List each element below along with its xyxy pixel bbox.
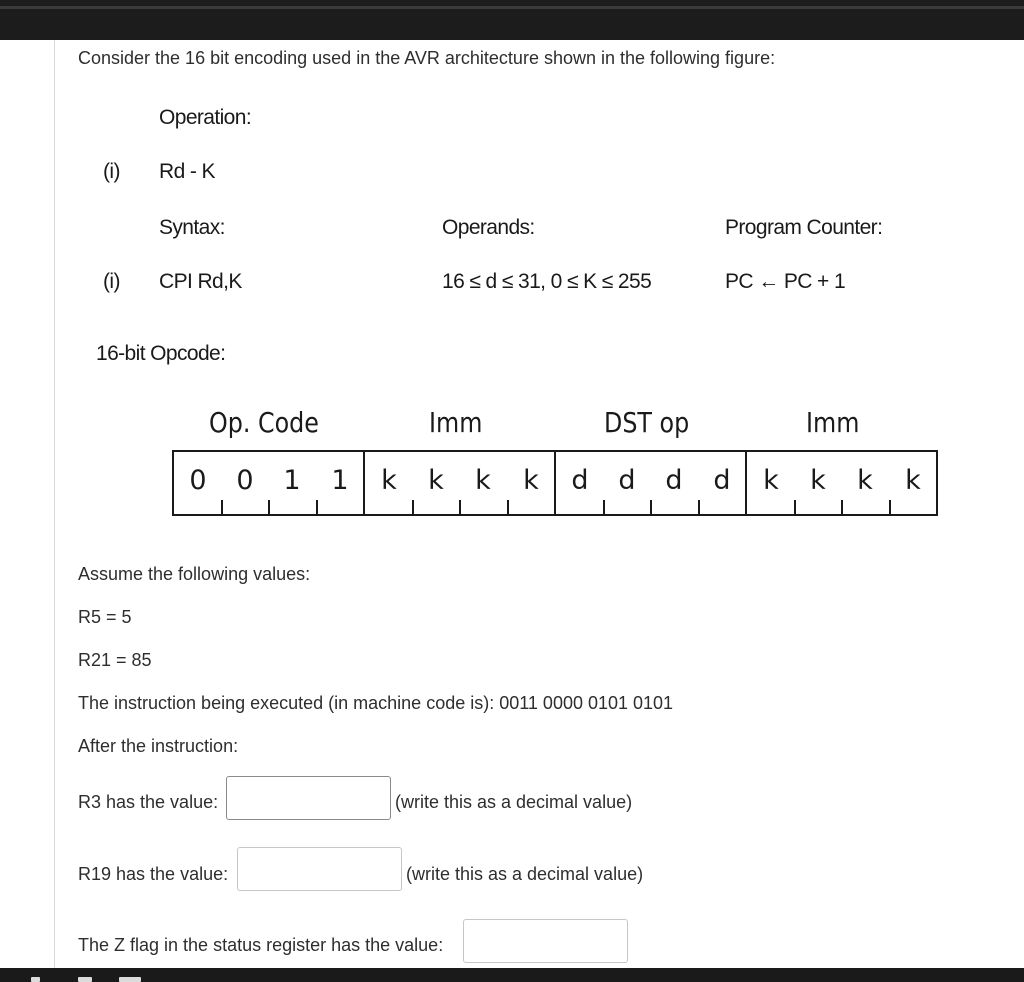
imm-low-bit-1: k <box>857 465 873 496</box>
imm-high-bit-9: k <box>475 465 491 496</box>
bit-tick <box>268 500 270 514</box>
syntax-label: Syntax: <box>159 216 225 239</box>
r19-answer-input[interactable] <box>238 848 401 890</box>
question-intro: Consider the 16 bit encoding used in the AVR architecture shown in the following figure: <box>78 48 776 68</box>
bottom-bar <box>0 968 1024 982</box>
field-header-imm-high: Imm <box>429 406 483 439</box>
program-counter-value: PC ← PC + 1 <box>725 270 846 293</box>
bit-tick <box>889 500 891 514</box>
r3-answer-input[interactable] <box>227 777 390 819</box>
bit-tick <box>603 500 605 514</box>
dst-bit-7: d <box>571 465 589 496</box>
bit-tick <box>459 500 461 514</box>
taskbar-icon <box>78 977 92 982</box>
taskbar-icon <box>119 977 141 982</box>
z-flag-answer-input[interactable] <box>464 920 627 962</box>
operands-value: 16 ≤ d ≤ 31, 0 ≤ K ≤ 255 <box>442 270 652 293</box>
field-header-imm-low: Imm <box>806 406 860 439</box>
top-bar <box>0 0 1024 40</box>
opcode-bit-13: 1 <box>283 465 301 496</box>
bit-tick <box>412 500 414 514</box>
group-divider <box>554 452 556 514</box>
instruction-text: The instruction being executed (in machine code is): 0011 0000 0101 0101 <box>78 693 674 713</box>
operation-index: (i) <box>103 160 120 183</box>
opcode-bit-14: 0 <box>236 465 254 496</box>
bit-tick <box>316 500 318 514</box>
top-bar-line <box>0 6 1024 9</box>
left-rule <box>54 40 55 968</box>
dst-bit-6: d <box>618 465 636 496</box>
r19-hint: (write this as a decimal value) <box>406 864 644 884</box>
bit-tick <box>507 500 509 514</box>
opcode-diagram <box>172 450 938 516</box>
z-flag-label: The Z flag in the status register has the value: <box>78 935 444 955</box>
bit-tick <box>794 500 796 514</box>
r3-answer-field[interactable] <box>226 776 391 820</box>
operation-label: Operation: <box>159 106 252 129</box>
opcode-bit-12: 1 <box>331 465 349 496</box>
opcode-label: 16-bit Opcode: <box>96 342 226 365</box>
imm-low-bit-2: k <box>810 465 826 496</box>
opcode-bit-15: 0 <box>189 465 207 496</box>
r5-value-text: R5 = 5 <box>78 607 132 627</box>
field-header-opcode: Op. Code <box>209 406 319 439</box>
group-divider <box>745 452 747 514</box>
r21-value-text: R21 = 85 <box>78 650 152 670</box>
bit-tick <box>841 500 843 514</box>
imm-high-bit-10: k <box>428 465 444 496</box>
syntax-value: CPI Rd,K <box>159 270 242 293</box>
operands-label: Operands: <box>442 216 535 239</box>
bit-tick <box>221 500 223 514</box>
bit-tick <box>650 500 652 514</box>
taskbar-icon <box>31 977 40 982</box>
imm-low-bit-3: k <box>763 465 779 496</box>
imm-high-bit-8: k <box>523 465 539 496</box>
after-text: After the instruction: <box>78 736 239 756</box>
z-flag-answer-field[interactable] <box>463 919 628 963</box>
bit-tick <box>698 500 700 514</box>
operation-value: Rd - K <box>159 160 215 183</box>
syntax-index: (i) <box>103 270 120 293</box>
dst-bit-5: d <box>665 465 683 496</box>
dst-bit-4: d <box>713 465 731 496</box>
imm-high-bit-11: k <box>381 465 397 496</box>
program-counter-label: Program Counter: <box>725 216 883 239</box>
imm-low-bit-0: k <box>905 465 921 496</box>
r3-hint: (write this as a decimal value) <box>395 792 633 812</box>
r3-label: R3 has the value: <box>78 792 219 812</box>
group-divider <box>363 452 365 514</box>
field-header-dst-op: DST op <box>604 406 690 439</box>
r19-label: R19 has the value: <box>78 864 229 884</box>
r19-answer-field[interactable] <box>237 847 402 891</box>
assume-text: Assume the following values: <box>78 564 311 584</box>
